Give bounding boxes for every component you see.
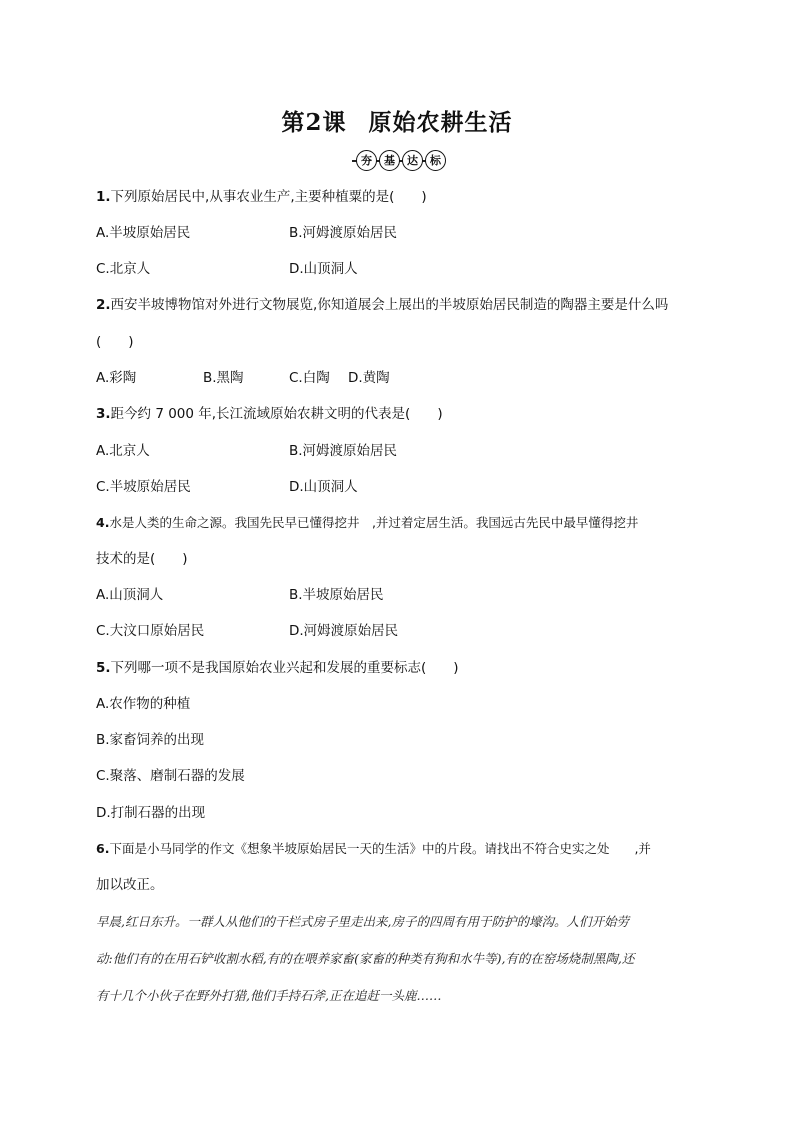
question-text: 水是人类的生命之源。我国先民早已懂得挖井 ,并过着定居生活。我国远古先民中最早懂得挖井 — [109, 515, 639, 530]
option-b: B.黑陶 — [203, 370, 244, 386]
lesson-name: 原始农耕生活 — [368, 109, 513, 136]
passage-line: 早晨,红日东升。一群人从他们的干栏式房子里走出来,房子的四周有用于防护的壕沟。人们开始劳 — [96, 914, 629, 929]
option-a: A.半坡原始居民 — [96, 225, 191, 241]
option-c: C.大汶口原始居民 — [96, 623, 205, 639]
question-5 — [96, 659, 459, 677]
section-badge — [352, 150, 442, 172]
page-title — [0, 104, 794, 137]
question-4-continuation: 技术的是( ) — [96, 551, 188, 567]
passage-line: 动:他们有的在用石铲收割水稻,有的在喂养家畜(家畜的种类有狗和水牛等),有的在窑场烧制黑陶,还 — [96, 951, 635, 966]
question-number: 3. — [96, 406, 111, 422]
question-text: 距今约 7 000 年,长江流域原始农耕文明的代表是( ) — [110, 406, 443, 422]
question-number: 4. — [96, 515, 110, 530]
option-a: A.彩陶 — [96, 370, 137, 386]
option-b: B.河姆渡原始居民 — [289, 225, 398, 241]
option-a: A.农作物的种植 — [96, 696, 191, 712]
option-c: C.白陶 — [289, 370, 330, 386]
question-1 — [96, 188, 427, 206]
option-a: A.山顶洞人 — [96, 587, 164, 603]
badge-char: 基 — [379, 150, 400, 171]
question-text: 下列原始居民中,从事农业生产,主要种植粟的是( ) — [110, 189, 427, 205]
question-number: 2. — [96, 297, 111, 313]
option-d: D.山顶洞人 — [289, 261, 358, 277]
question-4 — [96, 514, 638, 532]
passage-line: 有十几个小伙子在野外打猎,他们手持石斧,正在追赶一头鹿…… — [96, 988, 442, 1003]
question-number: 6. — [96, 841, 110, 856]
badge-char: 标 — [425, 150, 446, 171]
question-2 — [96, 296, 668, 314]
option-b: B.半坡原始居民 — [289, 587, 384, 603]
option-c: C.半坡原始居民 — [96, 479, 191, 495]
question-text: 西安半坡博物馆对外进行文物展览,你知道展会上展出的半坡原始居民制造的陶器主要是什么吗 — [110, 297, 669, 313]
option-d: D.山顶洞人 — [289, 479, 358, 495]
badge-char: 夯 — [356, 150, 377, 171]
badge-char: 达 — [402, 150, 423, 171]
option-d: D.河姆渡原始居民 — [289, 623, 399, 639]
option-b: B.家畜饲养的出现 — [96, 732, 205, 748]
lesson-number: 第2课 — [281, 109, 347, 136]
option-a: A.北京人 — [96, 443, 150, 459]
question-2-bracket: ( ) — [96, 334, 134, 350]
question-text: 下列哪一项不是我国原始农业兴起和发展的重要标志( ) — [110, 660, 459, 676]
question-6 — [96, 840, 651, 858]
option-d: D.打制石器的出现 — [96, 805, 206, 821]
option-b: B.河姆渡原始居民 — [289, 443, 398, 459]
question-number: 5. — [96, 660, 111, 676]
question-6-continuation: 加以改正。 — [96, 877, 164, 893]
question-text: 下面是小马同学的作文《想象半坡原始居民一天的生活》中的片段。请找出不符合史实之处 ,并 — [109, 841, 651, 856]
option-c: C.北京人 — [96, 261, 151, 277]
question-number: 1. — [96, 189, 111, 205]
option-c: C.聚落、磨制石器的发展 — [96, 768, 245, 784]
option-d: D.黄陶 — [348, 370, 390, 386]
question-3 — [96, 405, 443, 423]
